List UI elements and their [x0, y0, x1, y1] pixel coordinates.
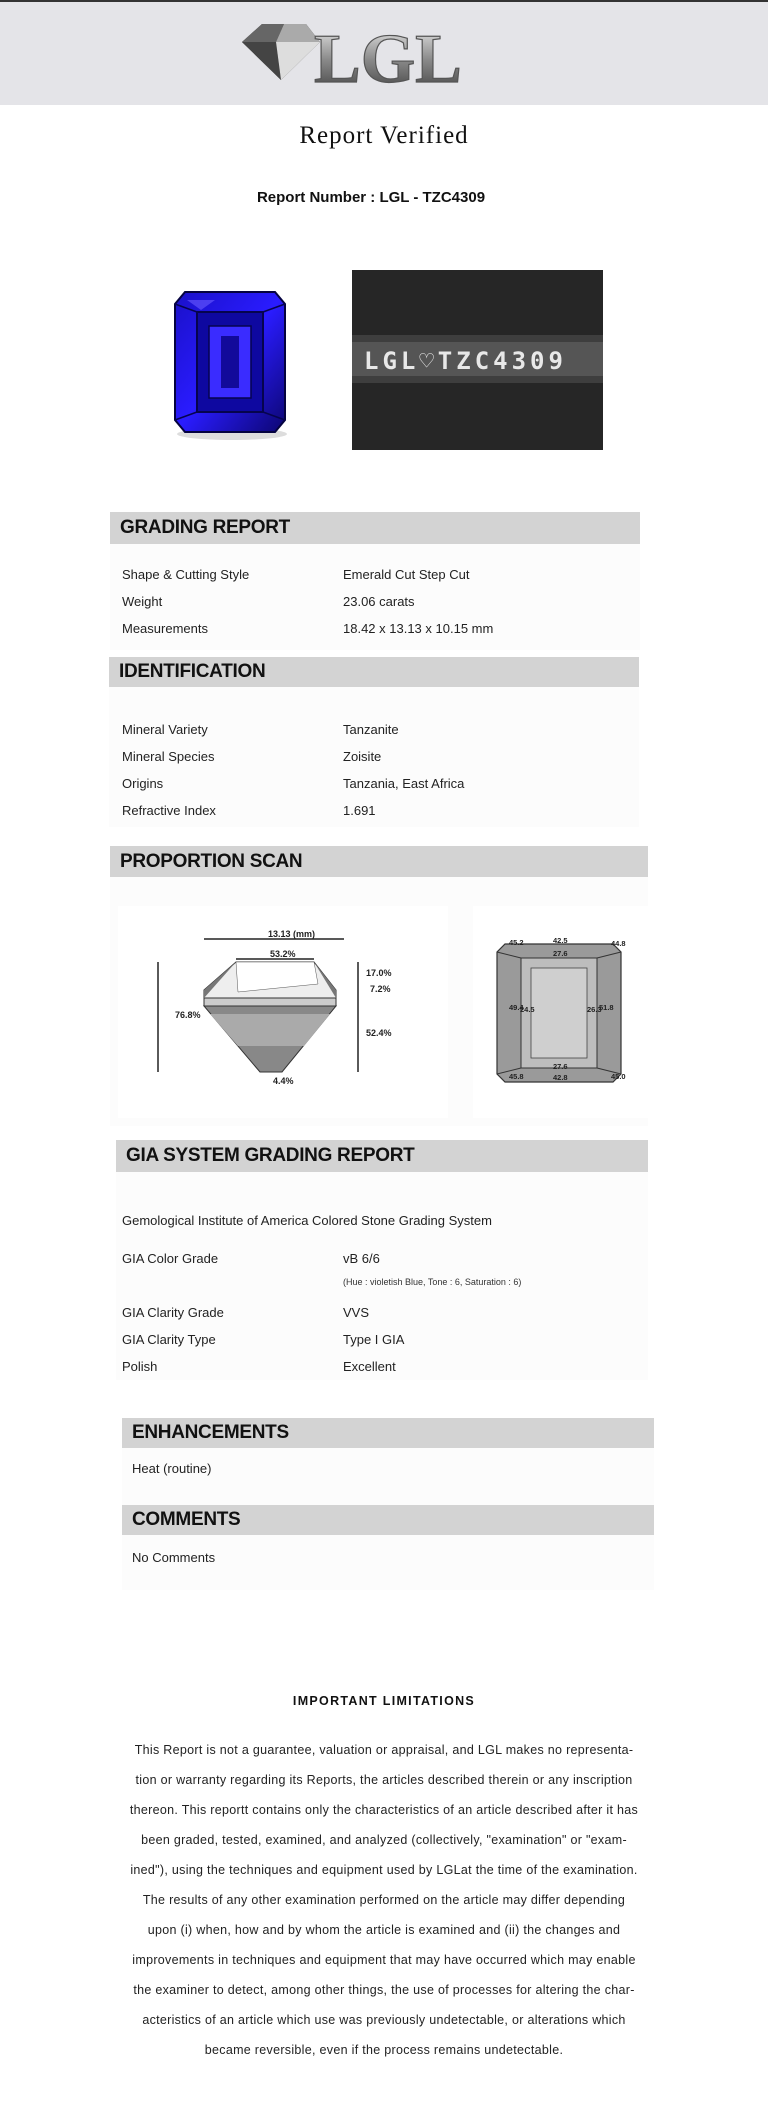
row-label: Polish	[122, 1359, 158, 1374]
gia-row-clarity-grade	[122, 1305, 622, 1325]
inscription-text: LGL♡TZC4309	[364, 347, 567, 375]
profile-diagram	[118, 906, 448, 1118]
comments-text: No Comments	[132, 1550, 216, 1565]
limitations-line: thereon. This reportt contains only the characteristics of an article described after it has	[129, 1803, 639, 1817]
gia-row-color	[122, 1251, 622, 1271]
grading-heading: GRADING REPORT	[110, 512, 640, 544]
report-number: Report Number : LGL - TZC4309	[256, 189, 486, 206]
row-label: Mineral Species	[122, 749, 215, 764]
limitations-heading: IMPORTANT LIMITATIONS	[292, 1694, 476, 1708]
comments-heading: COMMENTS	[122, 1505, 654, 1535]
gia-row-polish	[122, 1359, 622, 1379]
limitations-line: upon (i) when, how and by whom the article is examined and (ii) the changes and	[147, 1923, 621, 1937]
row-label: GIA Clarity Type	[122, 1332, 216, 1347]
limitations-line: been graded, tested, examined, and analyzed (collectively, "examination" or "exam-	[141, 1833, 627, 1847]
label-tr: 44.8	[611, 939, 626, 948]
row-label: Measurements	[122, 621, 208, 636]
label-left-out: 49.4	[509, 1003, 524, 1012]
row-label: Origins	[122, 776, 164, 791]
limitations-line: tion or warranty regarding its Reports, the articles described therein or any inscription	[135, 1773, 633, 1787]
label-right-in: 26.3	[587, 1005, 602, 1014]
limitations-line: This Report is not a guarantee, valuation or appraisal, and LGL makes no representa-	[134, 1743, 634, 1757]
grading-row-shape	[122, 567, 622, 587]
label-width: 13.13 (mm)	[268, 929, 316, 939]
gia-color-note: (Hue : violetish Blue, Tone : 6, Saturation : 6)	[343, 1277, 522, 1287]
top-view-diagram	[473, 906, 648, 1118]
row-value: 1.691	[343, 803, 376, 818]
ident-row-species	[122, 749, 622, 769]
row-label: Mineral Variety	[122, 722, 208, 737]
label-bl: 45.8	[509, 1072, 524, 1081]
label-br: 45.0	[611, 1072, 626, 1081]
row-label: Refractive Index	[122, 803, 216, 818]
inscription-photo	[352, 270, 603, 450]
row-label: Weight	[122, 594, 163, 609]
enhancements-text: Heat (routine)	[132, 1461, 212, 1476]
label-left-in: 24.5	[520, 1005, 535, 1014]
gia-row-clarity-type	[122, 1332, 622, 1352]
label-inner-bottom: 27.6	[553, 1062, 568, 1071]
limitations-line: ined"), using the techniques and equipment used by LGLat the time of the examination.	[130, 1863, 638, 1877]
limitations-line: became reversible, even if the process remains undetectable.	[204, 2043, 564, 2057]
row-value: Type I GIA	[343, 1332, 405, 1347]
label-table: 53.2%	[270, 949, 296, 959]
ident-row-refractive-index	[122, 803, 622, 823]
limitations-line: acteristics of an article which use was previously undetectable, or alterations which	[142, 2013, 626, 2027]
enhancements-heading: ENHANCEMENTS	[122, 1418, 654, 1448]
label-inner-top: 27.6	[553, 949, 568, 958]
label-total-depth: 76.8%	[175, 1010, 201, 1020]
label-pavilion: 52.4%	[366, 1028, 392, 1038]
label-right-out: 51.8	[599, 1003, 614, 1012]
label-crown: 17.0%	[366, 968, 392, 978]
label-top-width: 42.5	[553, 936, 568, 945]
row-value: Tanzanite	[343, 722, 399, 737]
limitations-line: The results of any other examination performed on the article may differ depending	[142, 1893, 626, 1907]
gia-heading: GIA SYSTEM GRADING REPORT	[116, 1140, 648, 1172]
row-label: GIA Clarity Grade	[122, 1305, 224, 1320]
label-girdle: 7.2%	[370, 984, 391, 994]
label-bottom-width: 42.8	[553, 1073, 568, 1082]
row-value: VVS	[343, 1305, 370, 1320]
label-culet: 4.4%	[273, 1076, 294, 1086]
row-value: 23.06 carats	[343, 594, 415, 609]
grading-row-measurements	[122, 621, 622, 641]
row-value: Excellent	[343, 1359, 396, 1374]
row-value: Tanzania, East Africa	[343, 776, 465, 791]
limitations-line: improvements in techniques and equipment that may have occurred which may enable	[132, 1953, 636, 1967]
grading-row-weight	[122, 594, 622, 614]
page-title: Report Verified	[299, 122, 469, 149]
ident-row-origins	[122, 776, 622, 796]
gia-intro: Gemological Institute of America Colored Stone Grading System	[122, 1213, 492, 1228]
row-label: Shape & Cutting Style	[122, 567, 250, 582]
limitations-text	[116, 1735, 652, 2065]
row-label: GIA Color Grade	[122, 1251, 219, 1266]
row-value: Emerald Cut Step Cut	[343, 567, 470, 582]
row-value: vB 6/6	[343, 1251, 380, 1266]
row-value: Zoisite	[343, 749, 382, 764]
logo-text: LGL	[314, 21, 462, 94]
ident-row-variety	[122, 722, 622, 742]
row-value: 18.42 x 13.13 x 10.15 mm	[343, 621, 494, 636]
gemstone-photo	[135, 270, 325, 460]
diamond-logo-icon	[236, 12, 492, 94]
proportion-heading: PROPORTION SCAN	[110, 846, 648, 877]
label-tl: 45.2	[509, 938, 524, 947]
identification-heading: IDENTIFICATION	[109, 657, 639, 687]
limitations-line: the examiner to detect, among other things, the use of processes for altering the char-	[133, 1983, 635, 1997]
lgl-logo	[236, 12, 492, 94]
